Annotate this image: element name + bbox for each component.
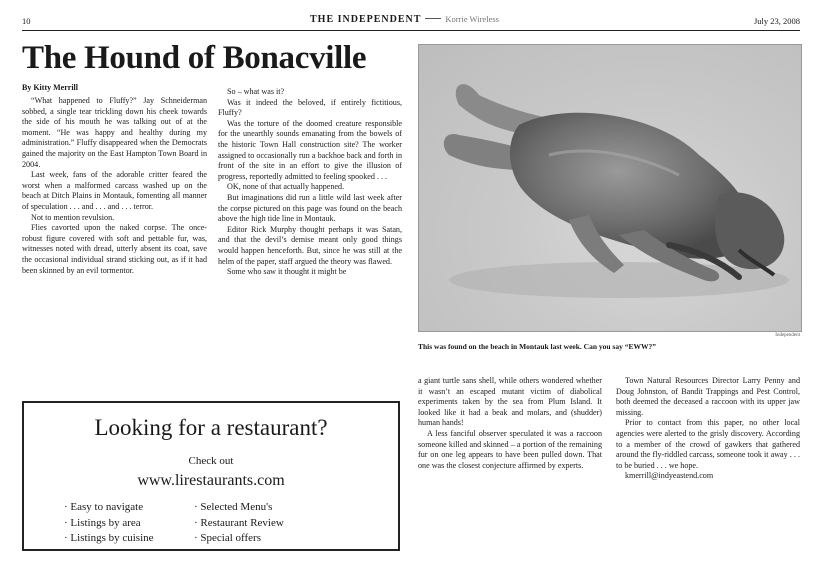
ad-feature-item: · Special offers: [194, 531, 284, 547]
masthead-strip: [310, 14, 499, 25]
ad-feature-item: · Listings by cuisine: [64, 531, 154, 547]
article-column-4: [616, 376, 800, 482]
photo-caption: This was found on the beach in Montauk last week. Can you say “EWW?”: [418, 342, 656, 351]
carcass-illustration: [419, 45, 801, 331]
paragraph: Was it indeed the beloved, if entirely fictitious, Fluffy?: [218, 97, 402, 118]
ad-feature-item: · Easy to navigate: [64, 500, 154, 516]
header-dash: [425, 18, 441, 19]
paper-name: THE INDEPENDENT: [310, 14, 422, 25]
ad-feature-list-left: [64, 500, 154, 547]
ad-url[interactable]: www.lirestaurants.com: [137, 472, 285, 489]
ad-title: Looking for a restaurant?: [94, 415, 328, 440]
paragraph: A less fanciful observer speculated it was a raccoon someone killed and skinned – a portion of the remaining fur on one leg appears to have been pulled down. That one was the closest conjecture affirmed by experts.: [418, 428, 602, 470]
byline: By Kitty Merrill: [22, 83, 78, 92]
page-number: 10: [22, 16, 31, 26]
paragraph: “What happened to Fluffy?” Jay Schneiderman sobbed, a single tear trickling down his cheek towards the side of his mouth he was talking out of at the moment. “He was happy and healthy during my administration.” Fluffy disappeared when the Democrats gained the majority on the East Hampton Town Board in 2004.: [22, 96, 207, 169]
article-column-1: [22, 96, 207, 276]
paragraph: So – what was it?: [227, 87, 285, 96]
paragraph: OK, none of that actually happened.: [227, 182, 345, 192]
article-column-3: [418, 376, 602, 471]
ad-check-out: Check out: [188, 455, 234, 467]
paragraph: Some who saw it thought it might be: [227, 267, 347, 277]
header-rule: [22, 30, 800, 31]
paragraph: But imaginations did run a little wild last week after the corpse pictured on this page was found on the beach above the high tide line in Montauk.: [218, 192, 402, 224]
article-column-2: [218, 87, 402, 278]
paragraph: Last week, fans of the adorable critter feared the worst when a malformed carcass washed up on the beach at Ditch Plains in Montauk, fomenting all manner of speculation . . . and . . . and . . . terror.: [22, 170, 207, 211]
paragraph: Prior to contact from this paper, no other local agencies were alerted to the grisly discovery. According to a member of the crowd of gawkers that gathered around the fly-riddled carcass, someone took it away . . . to be buried . . . we hope.: [616, 418, 800, 470]
headline: The Hound of Bonacville: [22, 40, 367, 76]
author-email[interactable]: kmerrill@indyeastend.com: [625, 471, 714, 481]
paragraph: a giant turtle sans shell, while others wondered whether it wasn’t an escaped mutant victim of diabolical experiments taken by the sea from Plum Island. It looked like it had a beak and molars, and (shudder) human hands!: [418, 376, 602, 428]
restaurant-ad: [22, 401, 400, 551]
ad-feature-item: · Restaurant Review: [194, 516, 284, 532]
paragraph: Flies cavorted upon the naked corpse. The once-robust figure covered with soft and pettable fur, was, witnesses noted with dread, utterly absent its coat, save the occasional individual strand sticking out, as if it had been skinned by an evil tormentor.: [22, 223, 207, 275]
photo-credit: Independent: [775, 333, 800, 338]
issue-date: July 23, 2008: [753, 16, 800, 26]
paragraph: Town Natural Resources Director Larry Penny and Doug Johnston, of Bandit Trappings and Pest Control, both deemed the deceased a raccoon with its upper jaw missing.: [616, 376, 800, 417]
ad-feature-list-right: [194, 500, 284, 547]
ad-feature-item: · Listings by area: [64, 516, 154, 532]
paragraph: Was the torture of the doomed creature responsible for the unearthly sounds emanating from the bowels of the historic Town Hall construction site? The worker assigned to occasionally run a backhoe back and forth in front of the site in an effort to give the illusion of progress, reportedly admitted to feeling spooked . . .: [218, 118, 402, 181]
running-header: [22, 14, 800, 28]
section-name: Korrie Wireless: [445, 14, 499, 24]
paragraph: Not to mention revulsion.: [31, 212, 115, 222]
carcass-photo: [418, 44, 802, 332]
ad-feature-item: · Selected Menu's: [194, 500, 284, 516]
paragraph: Editor Rick Murphy thought perhaps it was Satan, and that the devil’s demise meant only good things would happen henceforth. But, since he was still at the helm of the paper, staff argued the theory was flawed.: [218, 224, 402, 266]
